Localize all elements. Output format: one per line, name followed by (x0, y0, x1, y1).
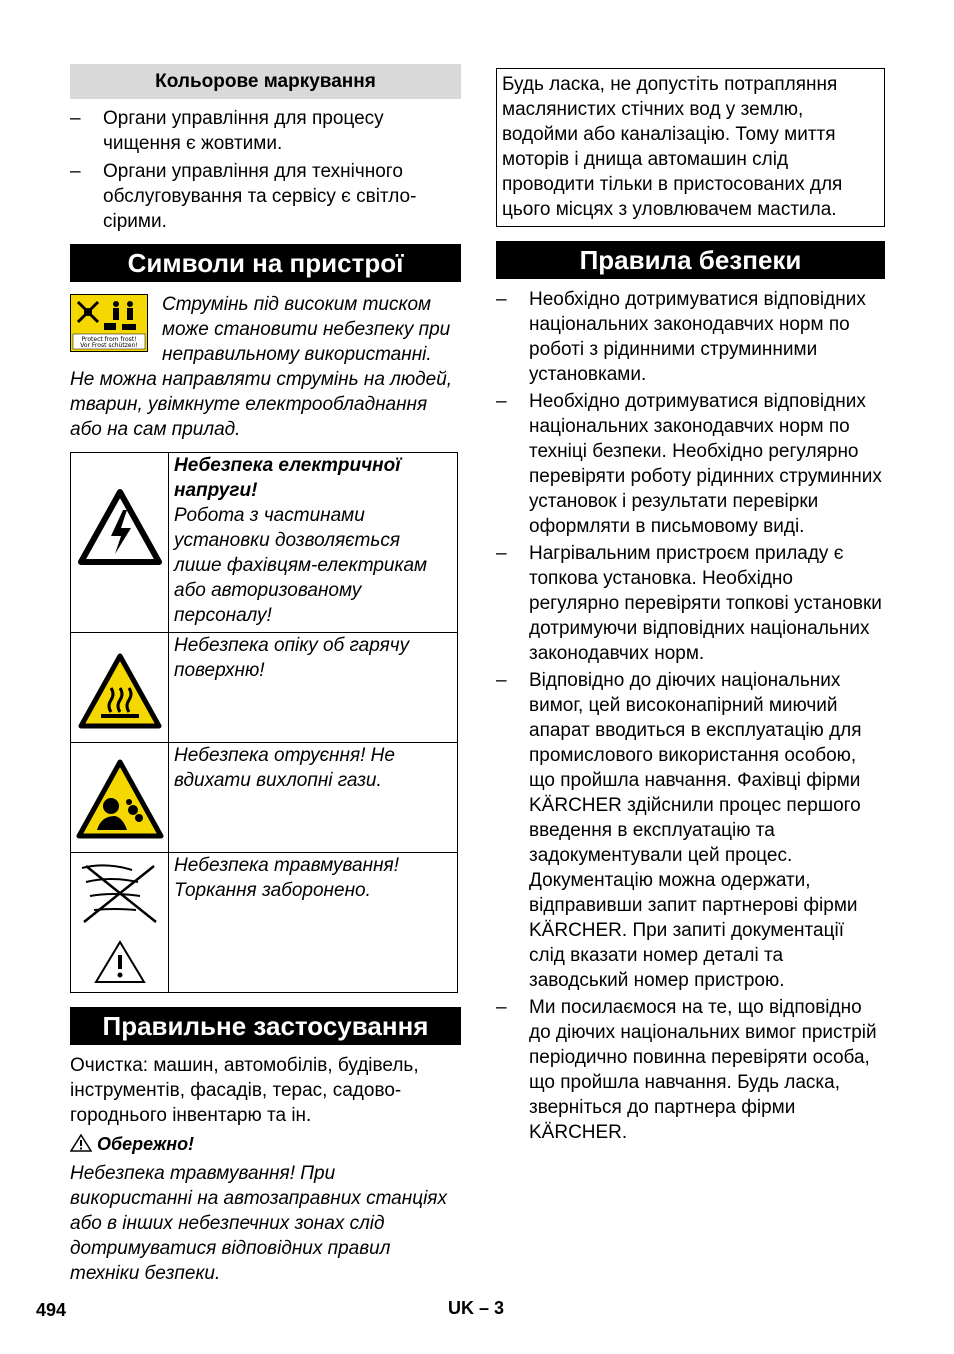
safety-heading: Правила безпеки (496, 241, 885, 279)
toxic-gas-text: Небезпека отруєння! Не вдихати вихлопні гази. (169, 743, 458, 853)
electric-hazard-title: Небезпека електричної напруги! (174, 455, 401, 501)
warning-triangle-icon (70, 1134, 92, 1152)
svg-text:Protect from frost!: Protect from frost! (81, 336, 137, 343)
caution-label: Обережно! (70, 1134, 461, 1155)
symbols-heading: Символи на пристрої (70, 244, 461, 282)
usage-heading: Правильне застосування (70, 1007, 461, 1045)
caution-text: Небезпека травмування! При використанні на автозаправних станціях або в інших небезпечних зонах слід дотримуватися відповідних правил техніки безпеки. (70, 1163, 447, 1284)
symbols-intro: Protect from frost! Vor Frost schützen! Струмінь під високим тиском може становити небезпеку при неправильному використанні. Не можна направляти струмінь на людей, тварин, увімкнуте електрообладнання або на сам прилад. (70, 294, 453, 440)
list-item: – Органи управління для технічного обслуговування та сервісу є світло-сірими. (70, 161, 417, 232)
oil-water-notice: Будь ласка, не допустіть потрапляння маслянистих стічних вод у землю, водойми або каналізацію. Тому миття моторів і днища автомашин слід проводити тільки в пристосованих для цього місцях з уловлювачем мастила. (496, 68, 885, 227)
no-touch-hand-icon (76, 858, 164, 930)
table-row (71, 453, 458, 633)
table-row (71, 853, 458, 993)
color-marking-list (70, 106, 461, 234)
usage-text: Очистка: машин, автомобілів, будівель, інструментів, фасадів, терас, садово-городнього інвентарю та ін. (70, 1055, 419, 1126)
table-row (71, 633, 458, 743)
language-section-label: UK – 3 (448, 1298, 505, 1318)
list-item: – Нагрівальним пристроєм приладу є топкова установка. Необхідно регулярно перевіряти топкові установки дотримуючи відповідних національних законодавчих норм. (496, 543, 882, 664)
hot-surface-icon (77, 652, 163, 732)
electric-hazard-icon (77, 488, 163, 568)
injury-text: Небезпека травмування! Торкання заборонено. (169, 853, 458, 993)
list-item: – Ми посилаємося на те, що відповідно до діючих національних вимог пристрій періодично повинна перевіряти особа, що пройшла навчання. Будь ласка, зверніться до партнера фірми KÄRCHER. (496, 997, 877, 1143)
svg-text:Vor Frost schützen!: Vor Frost schützen! (80, 342, 138, 349)
electric-hazard-text: Робота з частинами установки дозволяється лише фахівцям-електрикам або авторизованому персоналу! (174, 505, 428, 626)
page-number: 494 (36, 1300, 67, 1320)
frost-warning-label-icon (70, 294, 148, 352)
list-item: – Необхідно дотримуватися відповідних національних законодавчих норм по роботі з рідинними струминними установками. (496, 289, 866, 385)
color-marking-heading: Кольорове маркування (70, 64, 461, 99)
symbols-table (70, 452, 458, 993)
list-item: – Відповідно до діючих національних вимог, цей високонапірний миючий апарат вводиться в експлуатацію для промислового використання особою, що пройшла навчання. Фахівці фірми KÄRCHER здійснили процес першого введення в експлуатацію та задокументували цей процес. Документацію можна одержати, відправивши запит партнерові фірми KÄRCHER. При запиті документації слід вказати номер деталі та заводський номер пристрою. (496, 670, 862, 991)
caution-triangle-icon (93, 939, 147, 985)
list-item: – Органи управління для процесу чищення є жовтими. (70, 108, 384, 154)
hot-surface-text: Небезпека опіку об гарячу поверхню! (169, 633, 458, 743)
table-row (71, 743, 458, 853)
list-item: – Необхідно дотримуватися відповідних національних законодавчих норм по техніці безпеки. Необхідно регулярно перевіряти роботу рідинних струминних установок і результати перевірки оформляти в письмовому виді. (496, 391, 882, 537)
left-column (70, 64, 461, 1286)
toxic-gas-icon (75, 758, 165, 842)
safety-list (496, 287, 885, 1145)
right-column (496, 68, 885, 1145)
